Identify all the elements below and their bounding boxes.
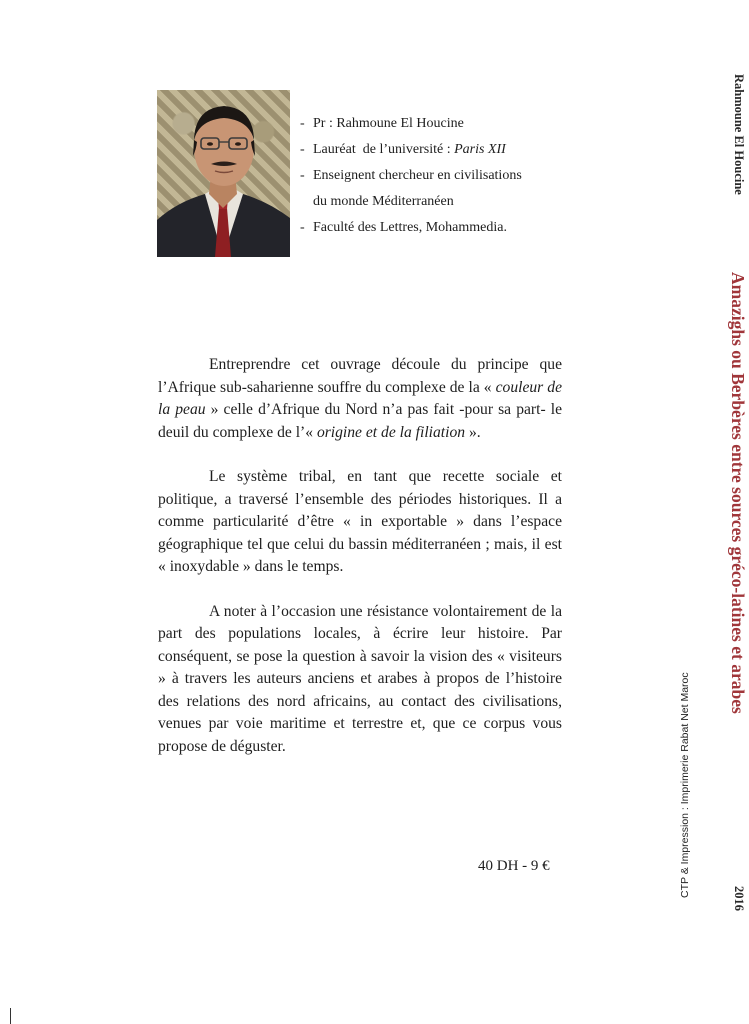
bio-item-position-cont: du monde Méditerranéen bbox=[313, 194, 454, 209]
blurb-text bbox=[158, 354, 562, 780]
crop-mark bbox=[10, 1008, 11, 1024]
author-portrait-icon bbox=[157, 90, 290, 257]
bio-item-degree: - Lauréat de l’université : Paris XII bbox=[300, 142, 506, 157]
bio-item-position: - Enseignent chercheur en civilisations bbox=[300, 168, 522, 183]
spine-title: Amazighs ou Berbères entre sources gréco-latines et arabes bbox=[728, 272, 748, 714]
blurb-paragraph-1: Entreprendre cet ouvrage découle du principe que l’Afrique sub-saharienne souffre du complexe de la « couleur de la peau » celle d’Afrique du Nord n’a pas fait -pour sa part- le deuil du complexe de l’« origine et de la filiation ». bbox=[158, 356, 562, 441]
bio-item-faculty: - Faculté des Lettres, Mohammedia. bbox=[300, 220, 507, 235]
bio-item-name: - Pr : Rahmoune El Houcine bbox=[300, 116, 464, 131]
spine-author: Rahmoune El Houcine bbox=[732, 74, 746, 195]
author-bio bbox=[300, 111, 570, 241]
author-photo bbox=[157, 90, 290, 257]
blurb-paragraph-2: Le système tribal, en tant que recette sociale et politique, a traversé l’ensemble des périodes historiques. Il a comme particularité d’être « in exportable » dans l’espace géographique tel que celui du bassin méditerranéen ; mais, il est « inoxydable » dans le temps. bbox=[158, 468, 562, 575]
price-label: 40 DH - 9 € bbox=[478, 858, 550, 874]
blurb-paragraph-3: A noter à l’occasion une résistance volontairement de la part des populations locales, à écrire leur histoire. Par conséquent, se pose la question à savoir la vision des « visiteurs » à travers les auteurs anciens et arabes à propos de l’histoire des relations des nord africains, au contact des civilisations, venues par voie maritime et terrestre et, que ce corpus vous propose de déguster. bbox=[158, 602, 562, 755]
printer-credit: CTP & Impression : Imprimerie Rabat Net Maroc bbox=[679, 672, 691, 898]
spine-year: 2016 bbox=[732, 886, 746, 911]
